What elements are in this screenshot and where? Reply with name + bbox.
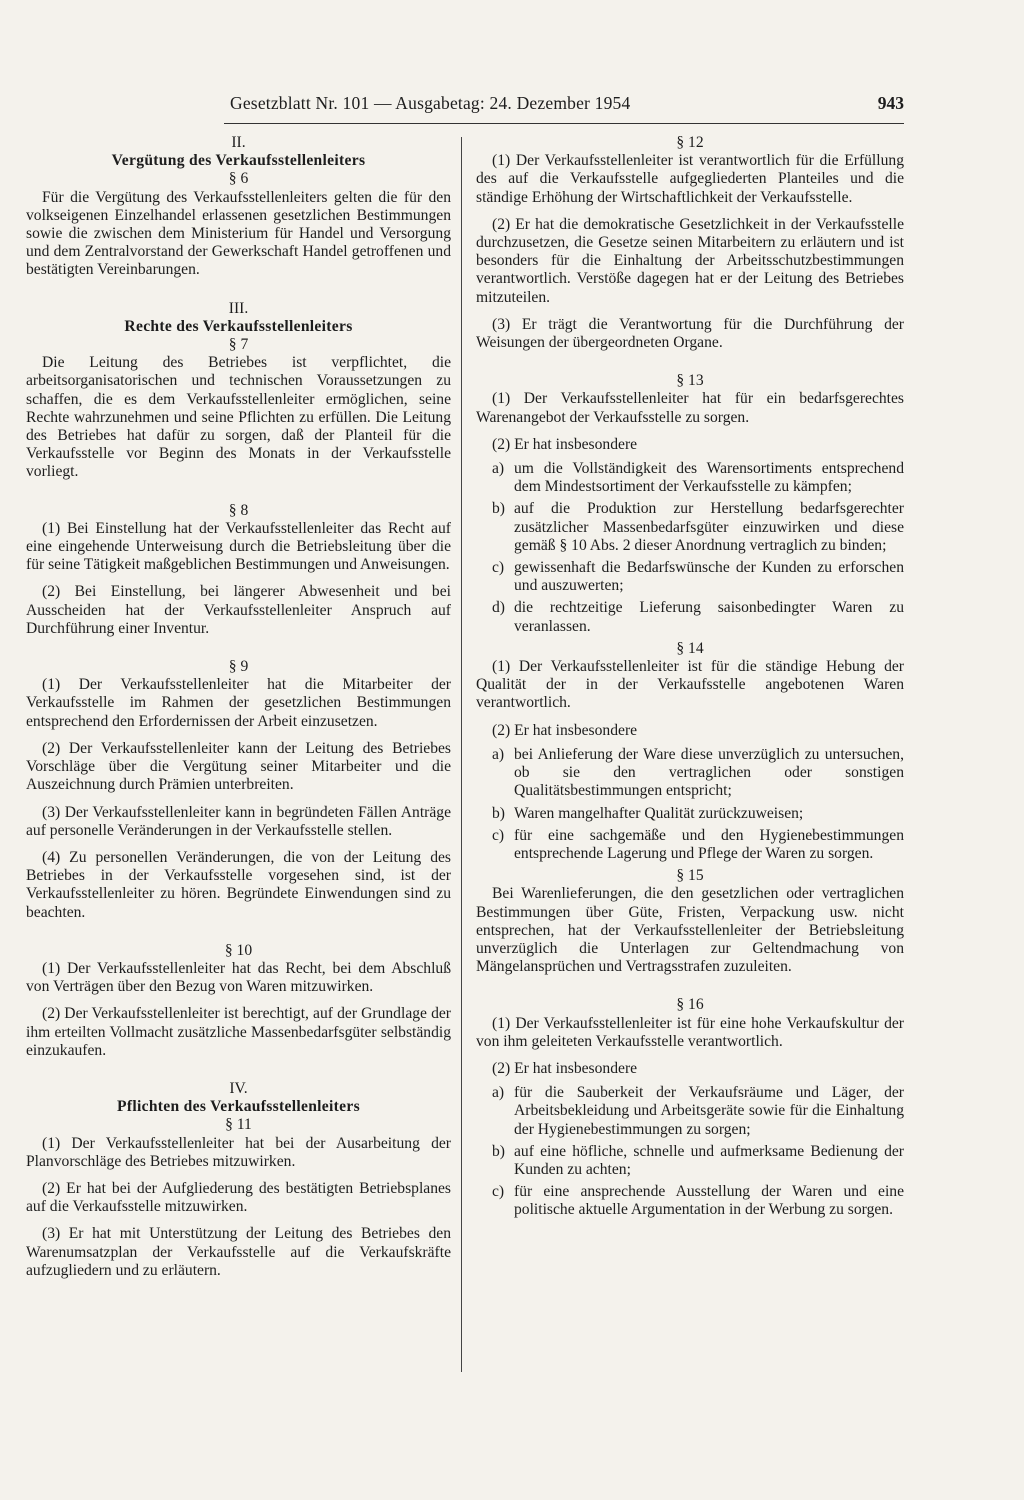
paragraph-text: (1) Bei Einstellung hat der Verkaufsstellenleiter das Recht auf eine eingehende Unterweisung durch die Betriebsleitung über die für seine Tätigkeit maßgeblichen Bestimmungen und Anweisungen. xyxy=(26,519,451,574)
list-label: c) xyxy=(492,826,505,844)
paragraph-text: Die Leitung des Betriebes ist verpflichtet, die arbeitsorganisatorischen und technischen Voraussetzungen zu schaffen, die es dem Verkaufsstellenleiter ermöglichen, seine Rechte wahrzunehmen und seine Pflichten zu erfüllen. Die Leitung des Betriebes hat dafür zu sorgen, daß der Planteil für die Verkaufsstelle vor Beginn des Monats in der Verkaufsstelle vorliegt. xyxy=(26,354,451,481)
paragraph-text: (2) Er hat insbesondere xyxy=(492,435,638,453)
header-title: Gesetzblatt Nr. 101 — Ausgabetag: 24. Dezember 1954 xyxy=(230,93,631,113)
header-rule xyxy=(224,123,904,124)
list-item xyxy=(476,599,904,635)
paragraph-text: (1) Der Verkaufsstellenleiter ist für eine hohe Verkaufskultur der von ihm geleiteten Verkaufsstelle verantwortlich. xyxy=(476,1014,904,1050)
paragraph-text: (1) Der Verkaufsstellenleiter hat für ein bedarfsgerechtes Warenangebot der Verkaufsstelle zu sorgen. xyxy=(476,390,904,426)
section-title: Rechte des Verkaufsstellenleiters xyxy=(124,317,353,335)
list-text: für eine ansprechende Ausstellung der Waren und eine politische aktuelle Argumentation in der Werbung zu sorgen. xyxy=(514,1183,904,1219)
paragraph-number: § 8 xyxy=(228,501,249,519)
paragraph-number: § 16 xyxy=(676,996,704,1014)
paragraph-text: Für die Vergütung des Verkaufsstellenleiters gelten die für den volkseigenen Einzelhandel erlassenen gesetzlichen Bestimmungen sowie die zwischen dem Ministerium für Handel und Versorgung und dem Zentralvorstand der Gewerkschaft Handel getroffenen und bestätigten Vereinbarungen. xyxy=(26,188,451,279)
paragraph-text: (2) Der Verkaufsstellenleiter kann der Leitung des Betriebes Vorschläge über die Vergütung seiner Mitarbeiter und die Auszeichnung durch Prämien unterbreiten. xyxy=(26,739,451,794)
section-title: Vergütung des Verkaufsstellenleiters xyxy=(111,152,366,170)
column-divider xyxy=(461,137,462,1372)
list-label: b) xyxy=(492,1142,505,1160)
paragraph-text: (2) Er hat die demokratische Gesetzlichkeit in der Verkaufsstelle durchzusetzen, die Gesetze seinen Mitarbeitern zu erläutern und ist besonders für die Einhaltung der Arbeitsschutzbestimmungen verantwortlich. Verstöße dagegen hat er der Leitung des Betriebes mitzuteilen. xyxy=(476,215,904,306)
list-label: a) xyxy=(492,1084,505,1102)
paragraph-number: § 13 xyxy=(676,372,704,390)
paragraph-text: (2) Er hat insbesondere xyxy=(492,721,638,739)
list xyxy=(476,746,904,863)
list-item xyxy=(476,500,904,555)
section-number: III. xyxy=(228,299,249,317)
list-label: a) xyxy=(492,745,505,763)
paragraph-text: (1) Der Verkaufsstellenleiter ist für die ständige Hebung der Qualität der in der Verkaufsstelle angebotenen Waren verantwortlich. xyxy=(476,658,904,712)
list-label: b) xyxy=(492,804,505,822)
paragraph-number: § 10 xyxy=(224,941,253,959)
list-text: bei Anlieferung der Ware diese unverzüglich zu untersuchen, ob sie den vertraglichen oder sonstigen Qualitätsbestimmungen entspricht; xyxy=(514,745,904,800)
page-number: 943 xyxy=(877,93,904,113)
list-label: c) xyxy=(492,1183,505,1201)
list-text: auf eine höfliche, schnelle und aufmerksame Bedienung der Kunden zu achten; xyxy=(514,1142,904,1178)
paragraph-number: § 12 xyxy=(676,134,704,151)
paragraph-text: (4) Zu personellen Veränderungen, die von der Leitung des Betriebes in der Verkaufsstelle vorgesehen sind, ist der Verkaufsstellenleiter zu hören. Begründete Einwendungen sind zu beachten. xyxy=(26,848,451,921)
list-text: um die Vollständigkeit des Warensortiments entsprechend dem Mindestsortiment der Verkaufsstelle zu kämpfen; xyxy=(514,460,904,496)
section-number: II. xyxy=(231,134,246,151)
paragraph-text: (3) Der Verkaufsstellenleiter kann in begründeten Fällen Anträge auf personelle Veränderungen in der Verkaufsstelle stellen. xyxy=(26,803,451,839)
paragraph-number: § 7 xyxy=(228,336,249,354)
paragraph-text: (1) Der Verkaufsstellenleiter hat die Mitarbeiter der Verkaufsstelle im Rahmen der gesetzlichen Bestimmungen entsprechend den Erfordernissen der Arbeit einzusetzen. xyxy=(26,676,451,730)
paragraph-number: § 6 xyxy=(228,170,249,188)
paragraph-number: § 9 xyxy=(228,658,249,676)
list-item xyxy=(476,746,904,801)
list-item xyxy=(476,805,904,823)
paragraph-text: (2) Bei Einstellung, bei längerer Abwesenheit und bei Ausscheiden hat der Verkaufsstellenleiter Anspruch auf Durchführung einer Inventur. xyxy=(26,583,451,637)
list-label: a) xyxy=(492,460,505,478)
list-text: Waren mangelhafter Qualität zurückzuweisen; xyxy=(514,804,804,822)
paragraph-number: § 15 xyxy=(676,867,704,885)
running-header xyxy=(222,88,904,118)
list-text: gewissenhaft die Bedarfswünsche der Kunden zu erforschen und auszuwerten; xyxy=(514,559,904,595)
list-text: auf die Produktion zur Herstellung bedarfsgerechter zusätzlicher Massenbedarfsgüter einzuwirken und diese gemäß § 10 Abs. 2 dieser Anordnung vertraglich zu binden; xyxy=(514,500,904,554)
left-column xyxy=(26,134,451,1280)
list-label: d) xyxy=(492,599,505,617)
paragraph-text: (2) Er hat bei der Aufgliederung des bestätigten Betriebsplanes auf die Verkaufsstelle mitzuwirken. xyxy=(26,1179,451,1216)
list-item xyxy=(476,460,904,496)
paragraph-text: (2) Er hat insbesondere xyxy=(492,1059,638,1077)
paragraph-text: (2) Der Verkaufsstellenleiter ist berechtigt, auf der Grundlage der ihm erteilten Vollmacht zusätzliche Massenbedarfsgüter selbständig einzukaufen. xyxy=(26,1005,451,1059)
paragraph-text: (3) Er hat mit Unterstützung der Leitung des Betriebes den Warenumsatzplan der Verkaufsstelle auf die Verkaufskräfte aufzugliedern und zu erläutern. xyxy=(26,1225,451,1279)
paragraph-number: § 14 xyxy=(676,639,704,657)
list xyxy=(476,1084,904,1219)
paragraph-number: § 11 xyxy=(225,1116,252,1134)
paragraph-text: (1) Der Verkaufsstellenleiter hat das Recht, bei dem Abschluß von Verträgen über den Bezug von Waren mitzuwirken. xyxy=(26,959,451,996)
paragraph-text: (1) Der Verkaufsstellenleiter ist verantwortlich für die Erfüllung des auf die Verkaufsstelle aufgegliederten Planteiles und die ständige Erhöhung der Wirtschaftlichkeit der Verkaufsstelle. xyxy=(476,152,904,206)
paragraph-text: (3) Er trägt die Verantwortung für die Durchführung der Weisungen der übergeordneten Organe. xyxy=(476,315,904,352)
section-title: Pflichten des Verkaufsstellenleiters xyxy=(117,1098,360,1116)
list-item xyxy=(476,559,904,595)
list xyxy=(476,460,904,636)
list-item xyxy=(476,827,904,863)
list-item xyxy=(476,1143,904,1179)
section-number: IV. xyxy=(229,1079,248,1097)
list-label: c) xyxy=(492,559,505,577)
list-item xyxy=(476,1183,904,1219)
right-column xyxy=(476,134,904,1224)
list-text: die rechtzeitige Lieferung saisonbedingter Waren zu veranlassen. xyxy=(514,599,904,635)
paragraph-text: Bei Warenlieferungen, die den gesetzlichen oder vertraglichen Bestimmungen über Güte, Fristen, Verpackung usw. nicht entsprechen, hat der Verkaufsstellenleiter der Betriebsleitung unverzüglich die Unterlagen zur Geltendmachung von Mängelansprüchen und Vertragsstrafen zuzuleiten. xyxy=(476,885,904,976)
list-text: für die Sauberkeit der Verkaufsräume und Läger, der Arbeitsbekleidung und Arbeitsgeräte sowie für die Einhaltung der Hygienebestimmungen zu sorgen; xyxy=(514,1084,904,1138)
list-label: b) xyxy=(492,500,505,518)
paragraph-text: (1) Der Verkaufsstellenleiter hat bei der Ausarbeitung der Planvorschläge des Betriebes mitzuwirken. xyxy=(26,1134,451,1170)
list-item xyxy=(476,1084,904,1139)
list-text: für eine sachgemäße und den Hygienebestimmungen entsprechende Lagerung und Pflege der Waren zu sorgen. xyxy=(514,826,904,862)
